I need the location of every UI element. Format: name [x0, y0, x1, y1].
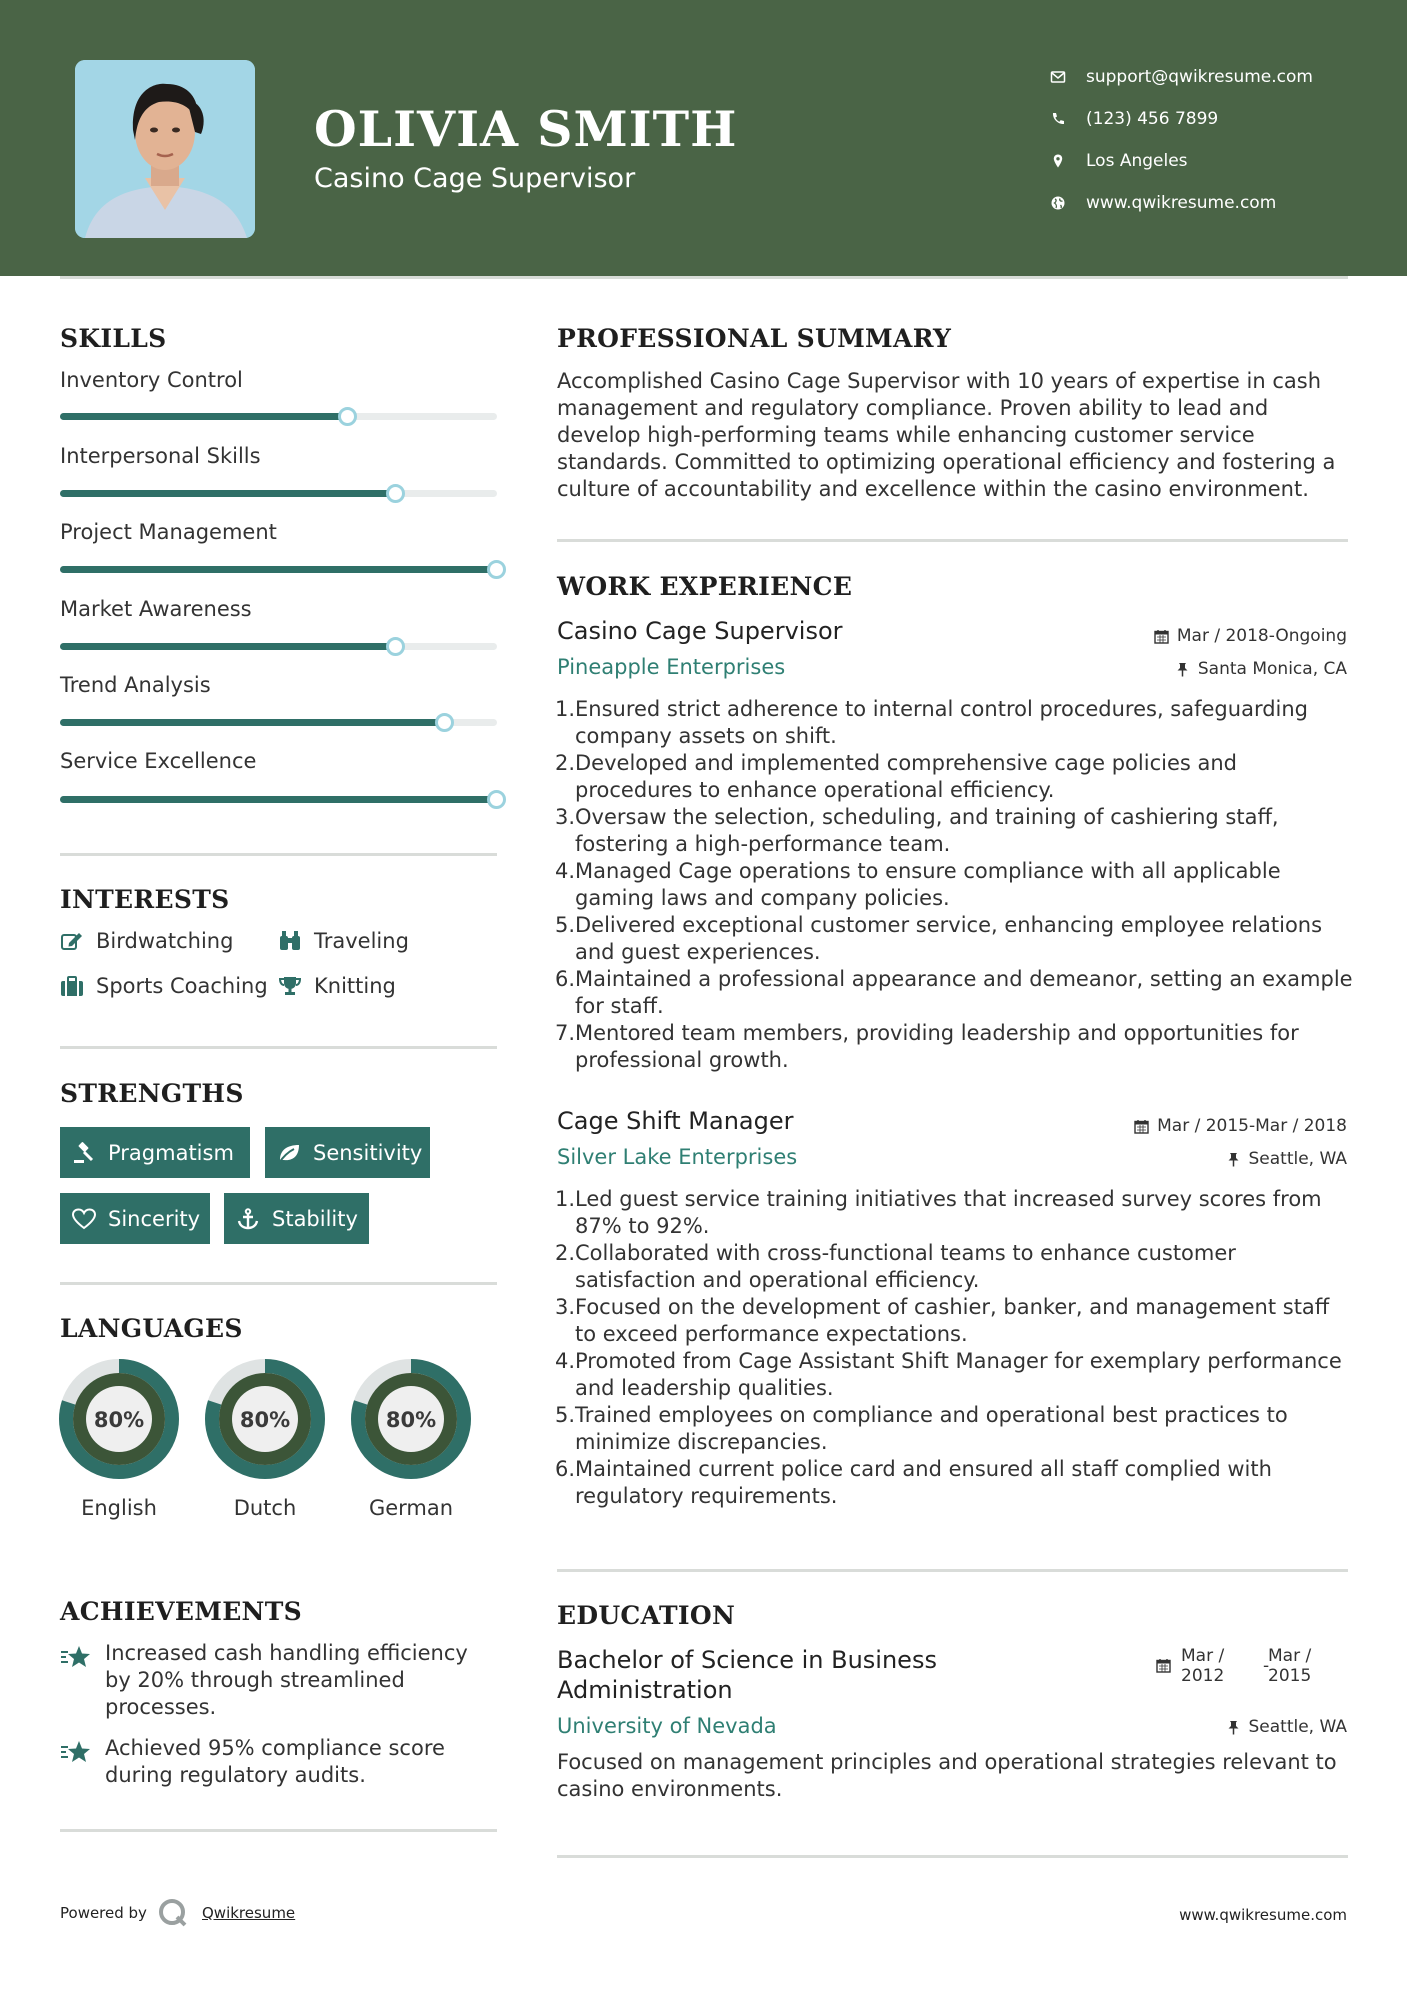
candidate-title: Casino Cage Supervisor — [314, 163, 636, 194]
qwikresume-logo-icon — [157, 1897, 189, 1929]
pushpin-icon — [1226, 1152, 1241, 1167]
job-bullet: 6. Maintained current police card and ensured all staff complied with regulatory requirements. — [554, 1457, 1272, 1508]
heart-icon — [72, 1208, 108, 1230]
anchor-icon — [236, 1208, 272, 1230]
section-divider — [60, 1829, 497, 1832]
section-divider — [557, 1569, 1348, 1572]
skill-bar — [60, 796, 497, 803]
contact-location — [1050, 140, 1313, 182]
education-start-date: Mar / 2012 — [1181, 1646, 1225, 1686]
interest-label: Birdwatching — [96, 929, 234, 953]
job-bullet: 1. Ensured strict adherence to internal control procedures, safeguarding company assets on shift. — [554, 697, 1309, 748]
language-percent: 80% — [385, 1408, 437, 1432]
interest-label: Sports Coaching — [96, 974, 268, 998]
job-location — [1226, 1149, 1348, 1169]
education-date-separator: - — [1263, 1656, 1270, 1676]
briefcase-icon — [60, 975, 96, 997]
profile-photo — [75, 60, 255, 238]
contact-website — [1050, 182, 1313, 224]
interest-item — [60, 974, 268, 998]
education-location-text: Seattle, WA — [1248, 1717, 1347, 1737]
school-name: University of Nevada — [557, 1714, 777, 1738]
interest-label: Traveling — [314, 929, 409, 953]
section-divider — [60, 1282, 497, 1285]
job-date-text: Mar / 2018-Ongoing — [1176, 626, 1347, 646]
interest-label: Knitting — [314, 974, 396, 998]
language-ring — [350, 1358, 472, 1480]
pushpin-icon — [1175, 662, 1190, 677]
job-location-text: Santa Monica, CA — [1197, 659, 1347, 679]
calendar-icon — [1134, 1119, 1149, 1134]
section-divider — [60, 853, 497, 856]
job-location — [1175, 659, 1347, 679]
powered-by-label: Powered by — [60, 1904, 147, 1922]
contact-phone — [1050, 98, 1313, 140]
skill-bar-fill — [60, 490, 396, 497]
interest-item — [60, 929, 233, 953]
strength-badge — [60, 1127, 250, 1178]
degree-title: Bachelor of Science in Business — [557, 1646, 937, 1674]
skill-bar-fill — [60, 719, 445, 726]
contact-phone-text: (123) 456 7899 — [1086, 109, 1219, 129]
star-list-icon — [60, 1735, 105, 1789]
achievements-heading: ACHIEVEMENTS — [60, 1597, 302, 1626]
leaf-icon — [277, 1142, 313, 1164]
language-percent: 80% — [93, 1408, 145, 1432]
job-bullets — [553, 696, 1353, 1074]
skill-label: Market Awareness — [60, 597, 252, 621]
job-bullet: 6. Maintained a professional appearance and demeanor, setting an example for staff. — [554, 967, 1353, 1018]
job-bullet: 7. Mentored team members, providing leadership and opportunities for professional growth. — [554, 1021, 1299, 1072]
strength-label: Sensitivity — [313, 1140, 423, 1165]
header-divider — [60, 276, 1348, 279]
skill-bar-knob — [487, 560, 506, 579]
skill-bar-knob — [435, 713, 454, 732]
job-bullet: 2. Collaborated with cross-functional teams to enhance customer satisfaction and operational efficiency. — [554, 1241, 1236, 1292]
skill-bar-knob — [386, 484, 405, 503]
interest-item — [278, 929, 409, 953]
skill-bar-fill — [60, 413, 348, 420]
job-bullet: 1. Led guest service training initiatives that increased survey scores from 87% to 92%. — [554, 1187, 1322, 1238]
skill-bar-fill — [60, 566, 497, 573]
phone-icon — [1050, 111, 1086, 127]
job-role: Cage Shift Manager — [557, 1107, 794, 1135]
achievement-item — [60, 1640, 500, 1721]
strength-label: Sincerity — [108, 1206, 201, 1231]
job-bullet: 4. Promoted from Cage Assistant Shift Manager for exemplary performance and leadership qualities. — [554, 1349, 1342, 1400]
achievement-text: Increased cash handling efficiency by 20% through streamlined processes. — [105, 1641, 468, 1719]
education-heading: EDUCATION — [557, 1601, 736, 1630]
contact-list — [1050, 56, 1313, 224]
profile-photo-illustration — [75, 60, 255, 238]
strengths-heading: STRENGTHS — [60, 1079, 244, 1108]
strength-badge — [224, 1193, 369, 1244]
skill-bar-knob — [338, 407, 357, 426]
binoculars-icon — [278, 930, 314, 952]
skill-bar — [60, 490, 497, 497]
strength-label: Stability — [272, 1206, 358, 1231]
contact-website-text[interactable]: www.qwikresume.com — [1086, 193, 1277, 213]
skill-bar — [60, 566, 497, 573]
skill-label: Trend Analysis — [60, 673, 211, 697]
language-item — [58, 1358, 180, 1520]
language-name: Dutch — [233, 1496, 297, 1520]
pencil-square-icon — [60, 930, 96, 952]
section-divider — [557, 1855, 1348, 1858]
achievement-text: Achieved 95% compliance score during regulatory audits. — [105, 1736, 445, 1787]
skill-bar — [60, 643, 497, 650]
strength-badge — [265, 1127, 430, 1178]
achievement-item — [60, 1735, 500, 1789]
skills-heading: SKILLS — [60, 324, 167, 353]
job-date-text: Mar / 2015-Mar / 2018 — [1157, 1116, 1347, 1136]
job-bullet: 4. Managed Cage operations to ensure compliance with all applicable gaming laws and company policies. — [554, 859, 1281, 910]
language-name: English — [81, 1496, 157, 1520]
job-bullet: 3. Focused on the development of cashier, banker, and management staff to exceed performance expectations. — [554, 1295, 1330, 1346]
skill-bar — [60, 719, 497, 726]
language-item — [350, 1358, 472, 1520]
job-role: Casino Cage Supervisor — [557, 617, 843, 645]
globe-icon — [1050, 195, 1086, 211]
language-ring — [58, 1358, 180, 1480]
skill-bar-knob — [386, 637, 405, 656]
education-description: Focused on management principles and operational strategies relevant to casino environments. — [557, 1750, 1337, 1801]
skill-bar — [60, 413, 497, 420]
job-location-text: Seattle, WA — [1248, 1149, 1347, 1169]
skill-label: Service Excellence — [60, 749, 257, 773]
gavel-icon — [72, 1142, 108, 1164]
education-end-date: Mar / 2015 — [1268, 1646, 1312, 1686]
job-company: Silver Lake Enterprises — [557, 1145, 798, 1169]
skill-bar-knob — [487, 790, 506, 809]
job-date — [1134, 1116, 1347, 1136]
footer-website[interactable]: www.qwikresume.com — [1179, 1906, 1347, 1924]
experience-heading: WORK EXPERIENCE — [557, 572, 853, 601]
job-bullet: 5. Delivered exceptional customer service, enhancing employee relations and guest experiences. — [554, 913, 1323, 964]
contact-email — [1050, 56, 1313, 98]
job-bullet: 5. Trained employees on compliance and operational best practices to minimize discrepancies. — [554, 1403, 1288, 1454]
section-divider — [557, 539, 1348, 542]
strength-badge — [60, 1193, 210, 1244]
language-ring — [204, 1358, 326, 1480]
interests-heading: INTERESTS — [60, 885, 230, 914]
skill-label: Inventory Control — [60, 368, 243, 392]
education-location — [1226, 1717, 1348, 1737]
degree-title-continued: Administration — [557, 1676, 733, 1704]
brand-link[interactable]: Qwikresume — [202, 1904, 296, 1922]
summary-heading: PROFESSIONAL SUMMARY — [557, 324, 952, 353]
map-pin-icon — [1050, 153, 1086, 169]
job-bullets — [553, 1186, 1353, 1510]
languages-heading: LANGUAGES — [60, 1314, 243, 1343]
skill-label: Project Management — [60, 520, 277, 544]
contact-location-text: Los Angeles — [1086, 151, 1188, 171]
language-percent: 80% — [239, 1408, 291, 1432]
job-company: Pineapple Enterprises — [557, 655, 786, 679]
strength-label: Pragmatism — [108, 1140, 234, 1165]
section-divider — [60, 1046, 497, 1049]
skill-bar-fill — [60, 796, 497, 803]
calendar-icon — [1156, 1658, 1171, 1673]
skill-label: Interpersonal Skills — [60, 444, 261, 468]
job-bullet: 2. Developed and implemented comprehensive cage policies and procedures to enhance operational efficiency. — [554, 751, 1238, 802]
trophy-icon — [278, 975, 314, 997]
language-item — [204, 1358, 326, 1520]
language-name: German — [368, 1496, 454, 1520]
job-bullet: 3. Oversaw the selection, scheduling, and training of cashiering staff, fostering a high-performance team. — [554, 805, 1279, 856]
calendar-icon — [1154, 629, 1169, 644]
resume-header — [0, 0, 1407, 276]
skill-bar-fill — [60, 643, 396, 650]
job-date — [1154, 626, 1347, 646]
contact-email-text[interactable]: support@qwikresume.com — [1086, 67, 1313, 87]
pushpin-icon — [1226, 1720, 1241, 1735]
candidate-name: OLIVIA SMITH — [314, 100, 738, 158]
interest-item — [278, 974, 396, 998]
star-list-icon — [60, 1640, 105, 1721]
envelope-icon — [1050, 69, 1086, 85]
summary-text: Accomplished Casino Cage Supervisor with 10 years of expertise in cash management and regulatory compliance. Proven ability to lead and develop high-performing teams while enhancing customer service standards. Committed to optimizing operational efficiency and fostering a culture of accountability and excellence within the casino environment. — [557, 369, 1336, 501]
